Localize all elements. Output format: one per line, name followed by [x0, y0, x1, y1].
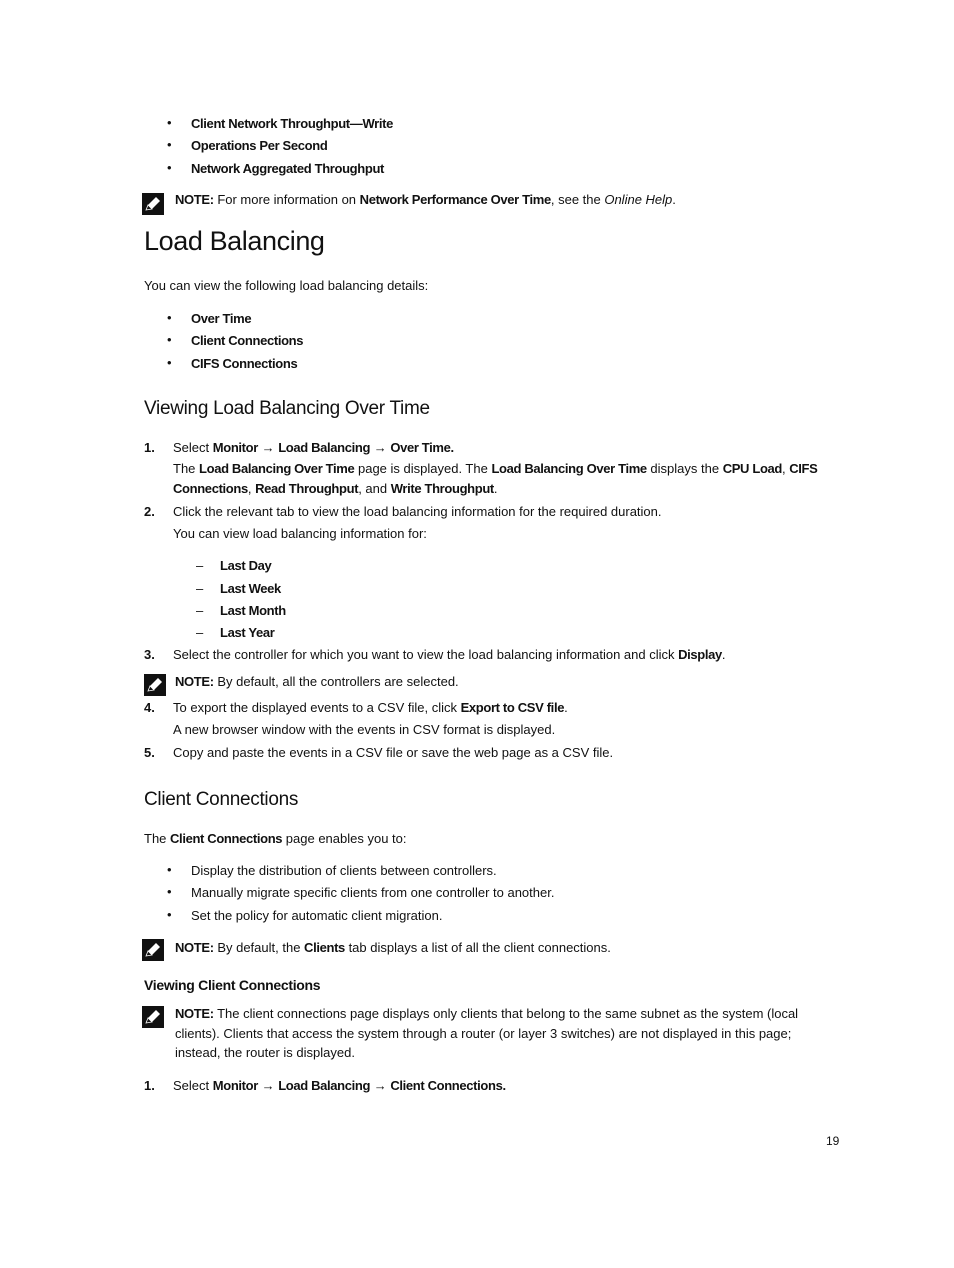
list-item: Network Aggregated Throughput: [191, 161, 385, 176]
bullet-dot: •: [167, 862, 172, 877]
step-number: 5.: [144, 745, 155, 760]
subsection-title: Client Connections: [144, 789, 299, 810]
bullet-dot: •: [167, 160, 172, 175]
intro-text: You can view the following load balancing details:: [144, 278, 429, 293]
list-item: Last Year: [220, 625, 275, 640]
step-number: 1.: [144, 1078, 155, 1093]
step-text: Select Monitor → Load Balancing → Client Connections.: [173, 1078, 506, 1093]
intro-text: The Client Connections page enables you to:: [144, 831, 407, 846]
note-text: instead, the router is displayed.: [175, 1045, 355, 1060]
note-pencil-icon: [142, 939, 164, 961]
list-item: Manually migrate specific clients from one controller to another.: [191, 885, 555, 900]
step-text: Copy and paste the events in a CSV file or save the web page as a CSV file.: [173, 745, 614, 760]
step-detail: A new browser window with the events in CSV format is displayed.: [173, 722, 556, 737]
note-pencil-icon: [144, 674, 166, 696]
list-item: Display the distribution of clients between controllers.: [191, 863, 497, 878]
step-text: Select the controller for which you want to view the load balancing information and click Display.: [173, 647, 726, 662]
step-number: 4.: [144, 700, 155, 715]
dash-marker: –: [196, 625, 204, 640]
note-pencil-icon: [142, 193, 164, 215]
list-item: Last Month: [220, 603, 286, 618]
list-item: Client Network Throughput—Write: [191, 116, 393, 131]
bullet-dot: •: [167, 907, 172, 922]
note-text: NOTE: By default, the Clients tab displays a list of all the client connections.: [175, 940, 611, 955]
list-item: Operations Per Second: [191, 138, 328, 153]
step-text: Click the relevant tab to view the load balancing information for the required duration.: [173, 504, 662, 519]
step-detail: The Load Balancing Over Time page is displayed. The Load Balancing Over Time displays the CPU Load, CIFS: [173, 461, 818, 476]
list-item: Last Day: [220, 558, 272, 573]
step-number: 2.: [144, 504, 155, 519]
note-text: clients). Clients that access the system through a router (or layer 3 switches) are not displayed in this page;: [175, 1026, 792, 1041]
step-number: 3.: [144, 647, 155, 662]
page-number: 19: [826, 1134, 840, 1148]
step-detail: You can view load balancing information for:: [173, 526, 427, 541]
step-text: To export the displayed events to a CSV file, click Export to CSV file.: [173, 700, 568, 715]
dash-marker: –: [196, 581, 204, 596]
bullet-dot: •: [167, 884, 172, 899]
bullet-dot: •: [167, 310, 172, 325]
subsection-title: Viewing Load Balancing Over Time: [144, 398, 430, 419]
dash-marker: –: [196, 558, 204, 573]
list-item: CIFS Connections: [191, 356, 298, 371]
subsubsection-title: Viewing Client Connections: [144, 977, 321, 993]
list-item: Last Week: [220, 581, 281, 596]
step-detail: Connections, Read Throughput, and Write Throughput.: [173, 481, 498, 496]
list-item: Set the policy for automatic client migration.: [191, 908, 443, 923]
bullet-dot: •: [167, 355, 172, 370]
bullet-dot: •: [167, 115, 172, 130]
bullet-dot: •: [167, 332, 172, 347]
step-text: Select Monitor → Load Balancing → Over Time.: [173, 440, 454, 455]
dash-marker: –: [196, 603, 204, 618]
note-text: NOTE: By default, all the controllers are selected.: [175, 674, 459, 689]
note-text: NOTE: The client connections page displays only clients that belong to the same subnet as the system (local: [175, 1006, 799, 1021]
list-item: Client Connections: [191, 333, 304, 348]
page-title: Load Balancing: [144, 226, 325, 256]
list-item: Over Time: [191, 311, 252, 326]
step-number: 1.: [144, 440, 155, 455]
bullet-dot: •: [167, 137, 172, 152]
note-pencil-icon: [142, 1006, 164, 1028]
note-text: NOTE: For more information on Network Performance Over Time, see the Online Help.: [175, 192, 676, 207]
